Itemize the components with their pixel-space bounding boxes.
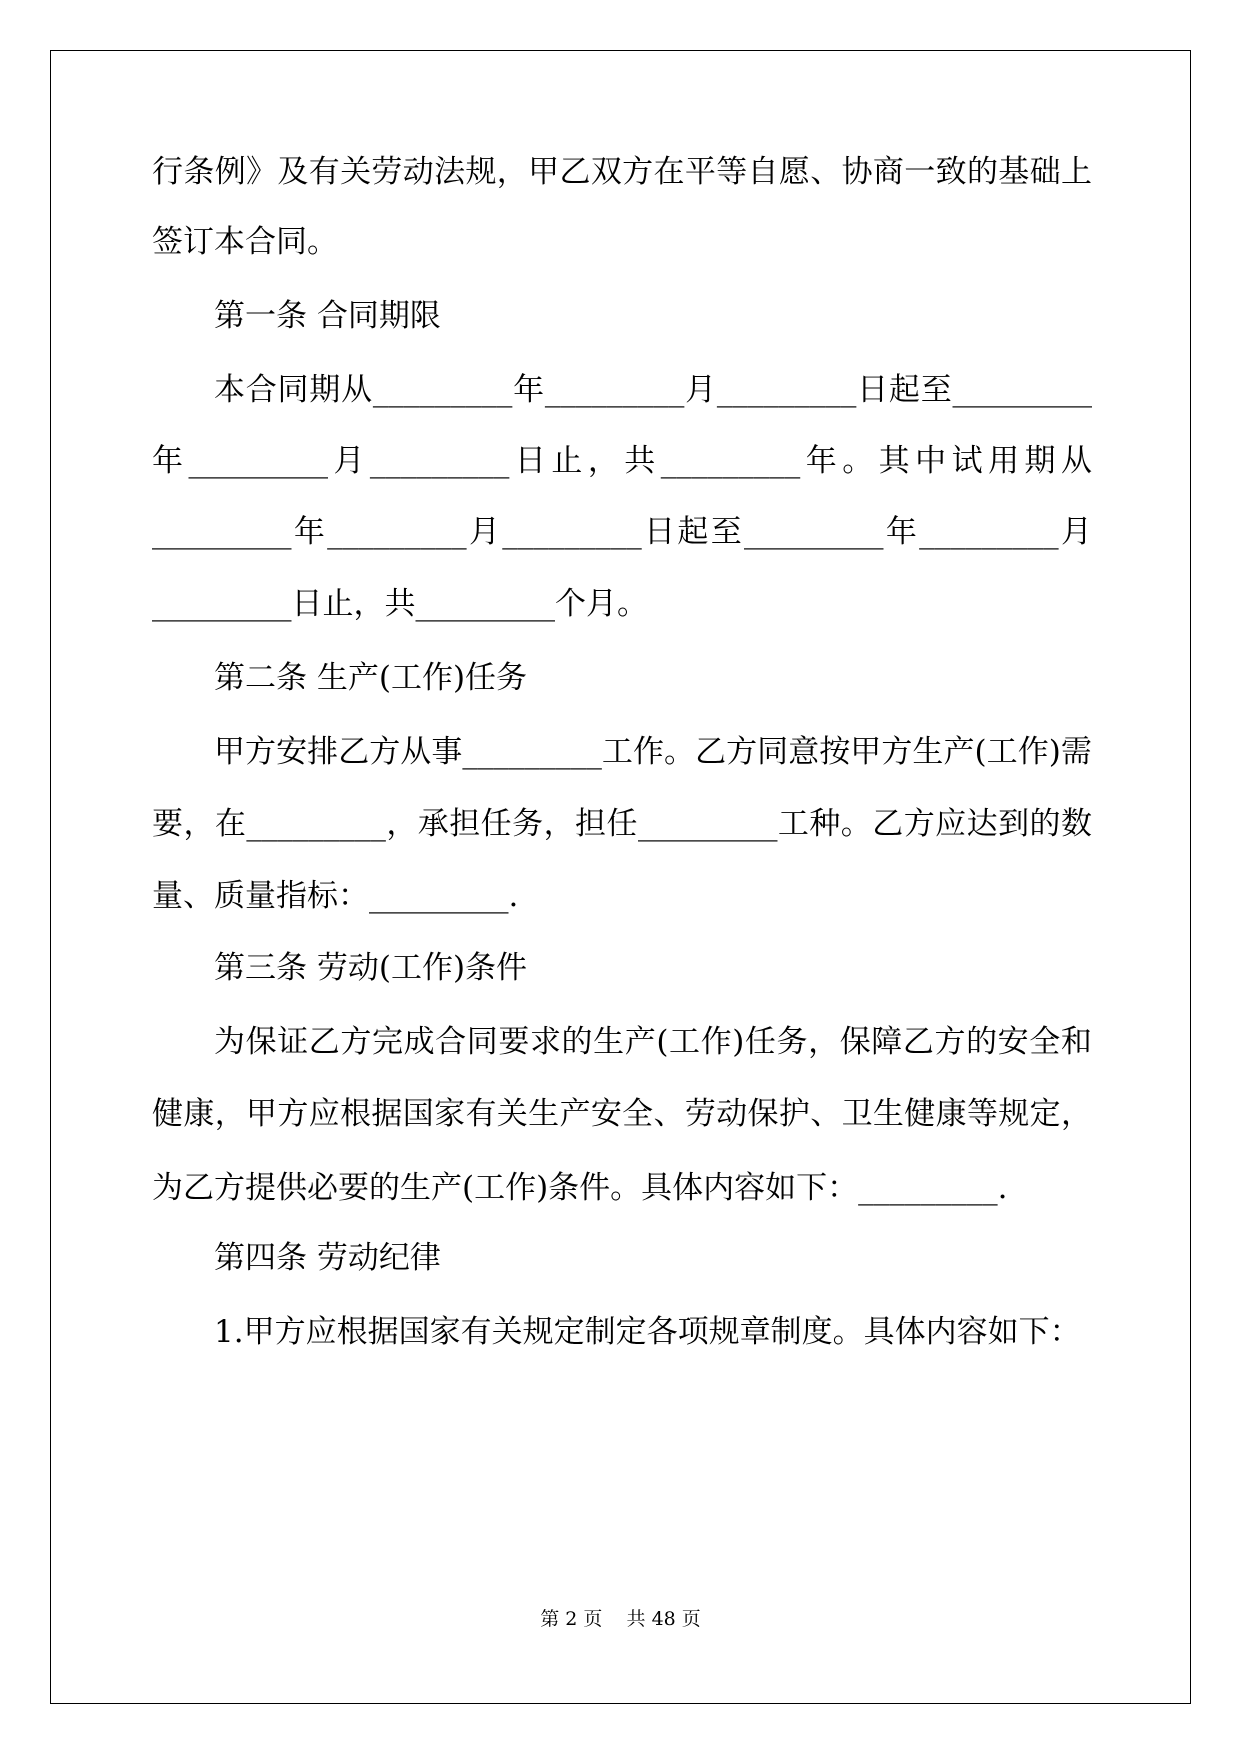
text-token: 健: [152, 1096, 183, 1132]
text-token: 例: [214, 154, 246, 190]
text-token: 保: [245, 1024, 277, 1060]
text-token: 协: [841, 154, 873, 190]
text-token: 定: [1029, 1096, 1061, 1132]
paragraph-line: [152, 732, 1092, 772]
text-token: 乙: [559, 154, 591, 190]
text-token: 根: [340, 1096, 372, 1132]
text-token: 在: [214, 806, 246, 842]
text-token: 产: [624, 1024, 656, 1060]
text-token: 需: [1060, 734, 1092, 770]
text-token: 康: [935, 1096, 967, 1132]
text-token: 应: [935, 806, 967, 842]
text-token: 一: [904, 154, 936, 190]
text-token: 日: [514, 443, 546, 479]
text-token: _________: [246, 806, 386, 842]
text-token: 法: [434, 154, 466, 190]
paragraph-line: [152, 804, 1092, 844]
text-token: 期: [309, 372, 341, 408]
article-1-heading: 第一条 合同期限: [214, 298, 441, 334]
text-token: 要: [498, 1024, 530, 1060]
text-token: 产: [943, 734, 975, 770]
text-token: 方: [726, 734, 758, 770]
text-token: 担: [575, 806, 607, 842]
text-token: _________: [952, 372, 1092, 408]
text-token: _________: [372, 372, 513, 408]
text-token: 的: [966, 1024, 998, 1060]
paragraph-line: 为乙方提供必要的生产(工作)条件。具体内容如下：_________.: [152, 1170, 1008, 1206]
text-token: 乙: [872, 806, 904, 842]
text-token: 意: [788, 734, 820, 770]
text-token: _________: [660, 443, 801, 479]
text-token: 要: [152, 806, 183, 842]
text-token: ，: [808, 1024, 840, 1060]
text-token: 年: [885, 514, 917, 550]
text-token: 据: [371, 1096, 403, 1132]
paragraph-line: 签订本合同。: [152, 224, 338, 260]
text-token: ，: [386, 806, 418, 842]
text-token: 规: [465, 154, 497, 190]
text-token: 和: [1060, 1024, 1092, 1060]
text-token: _________: [744, 514, 884, 550]
text-token: 同: [277, 372, 309, 408]
text-token: 、: [653, 1096, 685, 1132]
text-token: 的: [1029, 806, 1061, 842]
text-token: 方: [340, 1024, 372, 1060]
paragraph-line: [152, 1022, 1092, 1062]
text-token: 等: [966, 1096, 998, 1132]
text-token: 方: [903, 806, 935, 842]
text-token: 至: [920, 372, 952, 408]
text-token: 到: [998, 806, 1030, 842]
text-token: 中: [915, 443, 947, 479]
text-token: 乙: [308, 1024, 340, 1060]
text-token: 事: [431, 734, 463, 770]
text-token: 生: [593, 1024, 625, 1060]
text-token: ，: [214, 1096, 246, 1132]
text-token: 从: [341, 372, 373, 408]
text-token: 任: [480, 806, 512, 842]
text-token: 方: [934, 1024, 966, 1060]
text-token: 、: [810, 1096, 842, 1132]
text-token: 全: [622, 1096, 654, 1132]
text-token: 致: [935, 154, 967, 190]
paragraph-line: [152, 152, 1092, 192]
text-token: 》: [246, 154, 278, 190]
text-token: 方: [245, 734, 277, 770]
text-token: 从: [1061, 443, 1092, 479]
text-token: 等: [716, 154, 748, 190]
text-token: 证: [277, 1024, 309, 1060]
text-token: 共: [624, 443, 656, 479]
text-token: 同: [466, 1024, 498, 1060]
text-token: 动: [716, 1096, 748, 1132]
paragraph-line: [152, 370, 1092, 410]
text-token: ，: [587, 443, 619, 479]
text-token: 承: [417, 806, 449, 842]
text-token: 期: [1024, 443, 1056, 479]
text-token: 工: [669, 1024, 701, 1060]
text-token: 月: [1060, 514, 1092, 550]
text-token: 卫: [841, 1096, 873, 1132]
text-token: 作: [632, 734, 664, 770]
text-token: 家: [434, 1096, 466, 1132]
text-token: 乙: [695, 734, 727, 770]
text-token: 。: [664, 734, 696, 770]
text-token: _________: [919, 514, 1059, 550]
text-token: ，: [543, 806, 575, 842]
text-token: 合: [435, 1024, 467, 1060]
text-token: 甲: [214, 734, 245, 770]
text-token: 日: [644, 514, 676, 550]
text-token: 健: [904, 1096, 936, 1132]
text-token: 条: [183, 154, 215, 190]
text-token: 本: [214, 372, 245, 408]
text-token: 起: [888, 372, 920, 408]
text-token: 保: [747, 1096, 779, 1132]
text-token: 甲: [246, 1096, 278, 1132]
text-token: 数: [1060, 806, 1092, 842]
paragraph-line: [152, 1094, 1092, 1134]
text-token: 动: [402, 154, 434, 190]
text-token: 月: [685, 372, 717, 408]
text-token: 有: [465, 1096, 497, 1132]
text-token: _________: [188, 443, 328, 479]
page-number-footer: 第 2 页 共 48 页: [540, 1608, 701, 1630]
text-token: 从: [400, 734, 432, 770]
text-token: 止: [551, 443, 583, 479]
text-token: 年: [513, 372, 545, 408]
text-token: 甲: [528, 154, 560, 190]
text-token: 在: [653, 154, 685, 190]
text-token: 的: [966, 154, 998, 190]
text-token: 同: [757, 734, 789, 770]
text-token: _________: [152, 514, 292, 550]
text-token: 日: [857, 372, 889, 408]
text-token: _________: [462, 734, 602, 770]
paragraph-line: 1.甲方应根据国家有关规定制定各项规章制度。具体内容如下：: [214, 1314, 1081, 1350]
text-token: 乙: [902, 1024, 934, 1060]
text-token: 产: [559, 1096, 591, 1132]
text-token: ，: [1060, 1096, 1092, 1132]
text-token: 年: [152, 443, 183, 479]
text-token: 工: [986, 734, 1018, 770]
text-token: (: [974, 734, 987, 770]
text-token: 劳: [371, 154, 403, 190]
text-token: 任: [606, 806, 638, 842]
text-token: _________: [502, 514, 642, 550]
text-token: 生: [528, 1096, 560, 1132]
article-2-heading: 第二条 生产(工作)任务: [214, 660, 528, 696]
text-token: 方: [622, 154, 654, 190]
text-token: 合: [245, 372, 277, 408]
text-token: 其: [878, 443, 910, 479]
text-token: 年: [293, 514, 325, 550]
text-token: 方: [369, 734, 401, 770]
text-token: 有: [308, 154, 340, 190]
text-token: 国: [402, 1096, 434, 1132]
text-token: 行: [152, 154, 183, 190]
text-token: 达: [966, 806, 998, 842]
paragraph-line: 量、质量指标：_________.: [152, 878, 519, 914]
text-token: 及: [277, 154, 309, 190]
text-token: (: [656, 1024, 669, 1060]
text-token: 为: [214, 1024, 245, 1060]
text-token: 保: [839, 1024, 871, 1060]
text-token: 作: [1017, 734, 1049, 770]
text-token: 基: [998, 154, 1030, 190]
text-token: 方: [881, 734, 913, 770]
text-token: 关: [496, 1096, 528, 1132]
text-token: 甲: [850, 734, 882, 770]
text-token: 月: [468, 514, 500, 550]
text-token: 起: [677, 514, 709, 550]
text-token: 乙: [338, 734, 370, 770]
text-token: ，: [496, 154, 528, 190]
text-token: 月: [333, 443, 365, 479]
text-token: 排: [307, 734, 339, 770]
text-token: 上: [1060, 154, 1092, 190]
text-token: 关: [340, 154, 372, 190]
text-token: 全: [1029, 1024, 1061, 1060]
text-token: 任: [744, 1024, 776, 1060]
text-token: 完: [371, 1024, 403, 1060]
text-token: 、: [810, 154, 842, 190]
text-token: 成: [403, 1024, 435, 1060]
paragraph-line: [152, 441, 1092, 481]
text-token: 自: [747, 154, 779, 190]
text-token: 平: [684, 154, 716, 190]
text-token: 劳: [684, 1096, 716, 1132]
paragraph-line: _________日止，共_________个月。: [152, 586, 648, 622]
text-token: 至: [710, 514, 742, 550]
text-token: 障: [871, 1024, 903, 1060]
text-token: 方: [277, 1096, 309, 1132]
text-token: _________: [637, 806, 778, 842]
text-token: ): [1048, 734, 1061, 770]
article-3-heading: 第三条 劳动(工作)条件: [214, 950, 528, 986]
text-token: 作: [700, 1024, 732, 1060]
text-token: 求: [529, 1024, 561, 1060]
text-token: 生: [872, 1096, 904, 1132]
text-token: 安: [590, 1096, 622, 1132]
text-token: _________: [327, 514, 467, 550]
text-token: _________: [369, 443, 510, 479]
text-token: 规: [998, 1096, 1030, 1132]
text-token: _________: [544, 372, 685, 408]
text-token: 工: [777, 806, 809, 842]
text-token: ，: [183, 806, 215, 842]
text-token: 担: [449, 806, 481, 842]
text-token: 用: [988, 443, 1020, 479]
text-token: 商: [872, 154, 904, 190]
text-token: 护: [778, 1096, 810, 1132]
paragraph-line: [152, 512, 1092, 552]
text-token: 务: [512, 806, 544, 842]
text-token: 生: [912, 734, 944, 770]
text-token: 按: [819, 734, 851, 770]
text-token: 应: [308, 1096, 340, 1132]
text-token: 年: [805, 443, 837, 479]
article-4-heading: 第四条 劳动纪律: [214, 1240, 441, 1276]
text-token: _________: [716, 372, 857, 408]
text-token: ): [732, 1024, 745, 1060]
text-token: 础: [1029, 154, 1061, 190]
text-token: 。: [840, 806, 872, 842]
text-token: 双: [590, 154, 622, 190]
text-token: 康: [183, 1096, 215, 1132]
text-token: 安: [276, 734, 308, 770]
text-token: 试: [951, 443, 983, 479]
text-token: 愿: [778, 154, 810, 190]
text-token: 。: [842, 443, 874, 479]
text-token: 种: [809, 806, 841, 842]
text-token: 的: [561, 1024, 593, 1060]
text-token: 务: [776, 1024, 808, 1060]
text-token: 工: [601, 734, 633, 770]
text-token: 安: [997, 1024, 1029, 1060]
